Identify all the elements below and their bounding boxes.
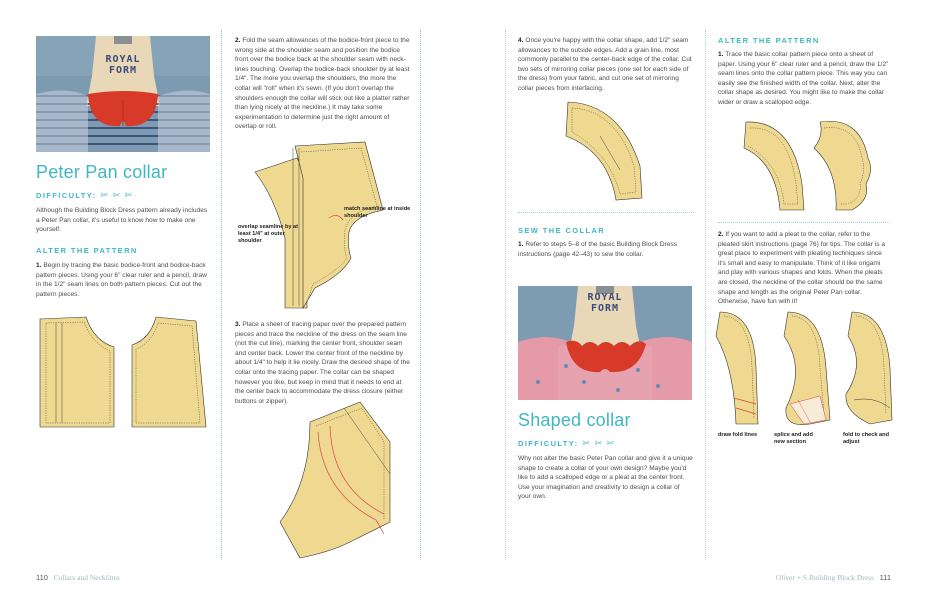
traced-collar-diagram <box>280 402 400 562</box>
callout-match-seamline: match seamline at inside shoulder <box>344 206 411 219</box>
step-1 <box>36 261 210 299</box>
step-number: 1. <box>36 262 42 269</box>
difficulty-label: DIFFICULTY: <box>518 439 579 448</box>
dress-form-photo-peter-pan <box>36 36 210 152</box>
step-text: If you want to add a pleat to the collar, refer to the pleated skirt instructions (page 76) for tips. The collar is a great place to experiment with pleating techniques since it's small and easy to manipulate. Think of it like origami and play with various shapes and folds. When the pleats are closed, the neckline of the collar should be the same shape and length as the original Peter Pan collar. Otherwise, have fun with it! <box>718 231 885 306</box>
difficulty-label: DIFFICULTY: <box>36 191 97 200</box>
section-heading-sew: SEW THE COLLAR <box>518 226 606 235</box>
scissors-rating-icon: ✂ ✂ ✂ <box>582 438 616 448</box>
step-number: 1. <box>518 241 524 248</box>
step-number: 2. <box>235 37 241 44</box>
column-divider <box>221 30 222 560</box>
section-divider <box>718 222 890 223</box>
page-title-peter-pan: Peter Pan collar <box>36 162 168 182</box>
collar-variation-diagram <box>740 114 890 214</box>
alter-step-1 <box>718 50 890 108</box>
bodice-pieces-diagram <box>36 315 216 435</box>
photo-form-label: ROYAL FORM <box>105 54 141 76</box>
sew-step-1 <box>518 240 694 259</box>
step-number: 2. <box>718 231 724 238</box>
footer-section: Oliver + S Building Block Dress <box>775 573 874 582</box>
step-text: Place a sheet of tracing paper over the prepared pattern pieces and trace the neckline of the dress on the seam line (not the cut line), marking the center front, shoulder seam and center back. Lower the center front of the neckline by about 1/4" to help it lie nicely. Draw the desired shape of the collar onto the tracing paper. The collar can be shaped however you like, but keep in mind that it needs to end at the center back to accommodate the dress closure (either buttons or zipper). <box>235 321 410 405</box>
intro-paragraph: Why not alter the basic Peter Pan collar and give it a unique shape to create a collar of your own design? Maybe you'd like to add a scalloped edge or a pleat at the center front. Use your imagination and creativity to design a collar of your own. <box>518 455 693 501</box>
step-text: Trace the basic collar pattern piece onto a sheet of paper. Using your 6" clear ruler and a pencil, draw the 1/2" seam lines onto the collar pattern piece. This way you can easily see the finished width of the collar. Next, alter the collar shape as desired. You might like to make the collar wider or draw a scalloped edge. <box>718 51 889 106</box>
step-2 <box>235 36 410 132</box>
step-3 <box>235 320 410 406</box>
page-footer-right <box>776 573 891 582</box>
step-text: Begin by tracing the basic bodice-front and bodice-back pattern pieces. Using your 6" clear ruler and a pencil, draw in the 1/2" seam lines on both pattern pieces. Cut out the pattern pieces. <box>36 262 207 298</box>
caption-draw-fold-lines: draw fold lines <box>718 432 758 438</box>
section-heading-alter: ALTER THE PATTERN <box>36 246 138 255</box>
callout-overlap-seamline: overlap seamline by at least 1/4" at outer shoulder <box>238 224 299 244</box>
alter-step-2 <box>718 230 890 307</box>
section-divider <box>518 212 694 213</box>
pleat-steps-diagram <box>714 308 894 428</box>
page-title-shaped: Shaped collar <box>518 410 631 430</box>
photo-form-label: ROYAL FORM <box>587 292 623 314</box>
intro-paragraph: Although the Building Block Dress pattern already includes a Peter Pan collar, it's useful to know how to make one yourself. <box>36 207 208 234</box>
page-number: 110 <box>36 573 48 582</box>
step-text: Fold the seam allowances of the bodice-front piece to the wrong side at the shoulder seam and position the bodice front over the bodice back at the shoulder seam with neck-lines touching. Overlap the bodice-back shoulder by at least 1/4". The more you overlap the shoulders, the more the collar will "roll" when it's sewn. (If you don't overlap the shoulders enough the collar will stick out like a platter rather than lying nicely at the neckline.) It may take some experimentation to determine just the right amount of overlap or roll. <box>235 37 410 131</box>
step-4 <box>518 36 694 94</box>
dress-form-photo-shaped <box>518 286 692 400</box>
step-text: Once you're happy with the collar shape, add 1/2" seam allowances to the outside edges. Add a grain line, most commonly parallel to the center-back edge of the collar. Cut two sets of mirroring collar pieces (one set for each side of the dress) from your fabric, and cut one set of mirroring collar pieces from interfacing. <box>518 37 692 92</box>
difficulty-row <box>36 190 133 201</box>
column-divider <box>505 30 506 560</box>
footer-section: Collars and Necklines <box>53 573 120 582</box>
step-text: Refer to steps 5–8 of the basic Building Block Dress instructions (page 42–43) to sew the collar. <box>518 241 678 258</box>
page-number: 111 <box>879 573 891 582</box>
section-heading-alter: ALTER THE PATTERN <box>718 36 820 45</box>
caption-splice-section: splice and add new section <box>774 432 813 445</box>
column-divider <box>705 30 706 560</box>
step-number: 4. <box>518 37 524 44</box>
overlap-shoulder-diagram <box>245 138 405 308</box>
column-divider <box>420 30 421 560</box>
page-footer-left <box>36 573 120 582</box>
scissors-rating-icon: ✂ ✂ ✂ <box>100 190 134 200</box>
step-number: 1. <box>718 51 724 58</box>
difficulty-row <box>518 438 615 449</box>
collar-seam-allowance-diagram <box>560 96 650 206</box>
caption-fold-check: fold to check and adjust <box>843 432 889 445</box>
step-number: 3. <box>235 321 241 328</box>
